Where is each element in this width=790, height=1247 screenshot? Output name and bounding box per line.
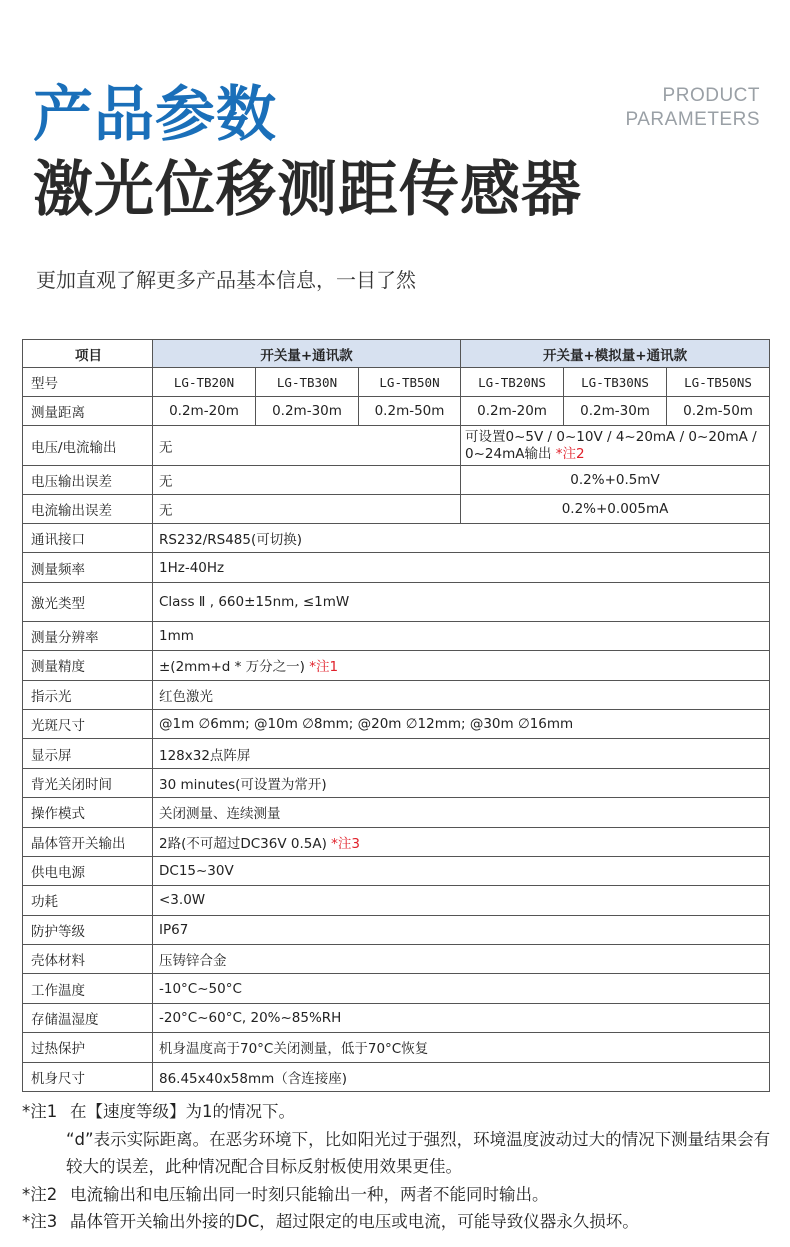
table-row — [23, 886, 770, 915]
row-label: 机身尺寸 — [23, 1062, 153, 1091]
row-value — [153, 553, 770, 582]
row-label: 测量分辨率 — [23, 621, 153, 650]
model-cell: LG-TB50N — [359, 368, 461, 397]
english-title — [625, 84, 760, 132]
row-label: 电流输出误差 — [23, 495, 153, 524]
product-name: 激光位移测距传感器 — [33, 155, 582, 225]
row-value-text: 1mm — [159, 627, 194, 644]
row-value — [153, 621, 770, 650]
row-value — [153, 827, 770, 856]
footnotes — [22, 1098, 772, 1236]
english-title-line-2: PARAMETERS — [625, 109, 760, 130]
row-value: 无 — [153, 426, 461, 466]
row-value-text: 1Hz-40Hz — [159, 559, 225, 576]
row-label: 显示屏 — [23, 739, 153, 768]
table-row — [23, 466, 770, 495]
row-value-text: Class Ⅱ , 660±15nm, ≤1mW — [159, 593, 350, 610]
footnote-text: 在【速度等级】为1的情况下。 — [70, 1102, 295, 1121]
spec-table — [22, 339, 770, 1092]
row-label: 防护等级 — [23, 915, 153, 944]
footnote-1-detail — [22, 1126, 772, 1181]
row-value — [153, 886, 770, 915]
row-label: 晶体管开关输出 — [23, 827, 153, 856]
table-row — [23, 915, 770, 944]
row-value-text: 机身温度高于70°C关闭测量，低于70°C恢复 — [159, 1041, 429, 1058]
footnote-key: *注2 — [22, 1184, 58, 1204]
row-value — [153, 768, 770, 797]
table-row — [23, 1003, 770, 1032]
footnote-2 — [22, 1181, 772, 1209]
row-value — [153, 915, 770, 944]
table-row — [23, 1033, 770, 1062]
footnote-text: 晶体管开关输出外接的DC，超过限定的电压或电流，可能导致仪器永久损坏。 — [70, 1212, 639, 1231]
table-row — [23, 974, 770, 1003]
row-value — [153, 945, 770, 974]
row-value-text: 压铸锌合金 — [159, 953, 227, 970]
table-row — [23, 621, 770, 650]
range-cell: 0.2m-20m — [153, 397, 256, 426]
range-cell: 0.2m-30m — [564, 397, 667, 426]
row-value-text: 86.45x40x58mm（含连接座) — [159, 1070, 348, 1087]
row-value — [153, 709, 770, 738]
row-value — [153, 524, 770, 553]
model-cell: LG-TB20N — [153, 368, 256, 397]
footnote-key: *注1 — [22, 1102, 58, 1121]
row-label: 壳体材料 — [23, 945, 153, 974]
row-value — [153, 680, 770, 709]
spec-rows — [23, 524, 770, 1092]
row-label: 电压输出误差 — [23, 466, 153, 495]
row-value — [153, 651, 770, 680]
range-cell: 0.2m-50m — [667, 397, 770, 426]
row-value: 无 — [153, 466, 461, 495]
row-value: 0.2%+0.005mA — [461, 495, 770, 524]
row-value-text: 30 minutes(可设置为常开) — [159, 776, 327, 793]
group-header-2: 开关量+模拟量+通讯款 — [461, 340, 770, 368]
table-row — [23, 524, 770, 553]
row-label: 背光关闭时间 — [23, 768, 153, 797]
row-value-text: <3.0W — [159, 892, 206, 909]
row-value-text: 红色激光 — [159, 688, 213, 705]
row-value: 0.2%+0.5mV — [461, 466, 770, 495]
row-value-text: ±(2mm+d * 万分之一) — [159, 659, 305, 676]
range-cell: 0.2m-20m — [461, 397, 564, 426]
item-header: 项目 — [23, 340, 153, 368]
table-row — [23, 768, 770, 797]
model-cell: LG-TB50NS — [667, 368, 770, 397]
row-label: 过热保护 — [23, 1033, 153, 1062]
table-row — [23, 553, 770, 582]
row-value — [153, 856, 770, 885]
row-value-text: 2路(不可超过DC36V 0.5A) — [159, 835, 327, 852]
row-value: 无 — [153, 495, 461, 524]
row-value — [153, 1003, 770, 1032]
row-value — [153, 1062, 770, 1091]
note-ref: *注2 — [555, 445, 585, 462]
page-title: 产品参数 — [33, 80, 277, 150]
row-label: 功耗 — [23, 886, 153, 915]
range-cell: 0.2m-30m — [256, 397, 359, 426]
row-value-text: 128x32点阵屏 — [159, 747, 251, 764]
table-row — [23, 856, 770, 885]
group-header-1: 开关量+通讯款 — [153, 340, 461, 368]
row-value — [153, 1033, 770, 1062]
table-header-row — [23, 340, 770, 368]
table-row — [23, 1062, 770, 1091]
row-label: 电压/电流输出 — [23, 426, 153, 466]
row-value-text: 关闭测量、连续测量 — [159, 806, 281, 823]
row-label: 通讯接口 — [23, 524, 153, 553]
table-row — [23, 397, 770, 426]
range-cell: 0.2m-50m — [359, 397, 461, 426]
table-row — [23, 495, 770, 524]
footnote-key: *注3 — [22, 1212, 58, 1231]
output-options-text: 可设置0~5V / 0~10V / 4~20mA / 0~20mA / 0~24mA输出 — [465, 428, 757, 462]
model-cell: LG-TB20NS — [461, 368, 564, 397]
footnote-text: “d”表示实际距离。在恶劣环境下，比如阳光过于强烈，环境温度波动过大的情况下测量结果会有较大的误差，此种情况配合目标反射板使用效果更佳。 — [66, 1129, 771, 1176]
row-label: 测量距离 — [23, 397, 153, 426]
footnote-1 — [22, 1098, 772, 1126]
table-row — [23, 798, 770, 827]
row-value — [153, 582, 770, 621]
row-value-text: RS232/RS485(可切换) — [159, 532, 303, 549]
row-label: 指示光 — [23, 680, 153, 709]
row-label: 测量精度 — [23, 651, 153, 680]
row-value-text: @1m ∅6mm; @10m ∅8mm; @20m ∅12mm; @30m ∅16mm — [159, 716, 574, 733]
row-value-text: -10°C~50°C — [159, 980, 242, 997]
intro-text: 更加直观了解更多产品基本信息，一目了然 — [36, 268, 416, 292]
table-row — [23, 709, 770, 738]
row-value — [153, 974, 770, 1003]
row-value — [461, 426, 770, 466]
note-ref: *注3 — [331, 835, 360, 852]
table-row — [23, 426, 770, 466]
note-ref: *注1 — [309, 659, 339, 676]
row-value — [153, 798, 770, 827]
table-row — [23, 582, 770, 621]
row-value-text: DC15~30V — [159, 863, 234, 880]
row-label: 工作温度 — [23, 974, 153, 1003]
model-cell: LG-TB30NS — [564, 368, 667, 397]
row-label: 操作模式 — [23, 798, 153, 827]
row-value-text: -20°C~60°C, 20%~85%RH — [159, 1010, 342, 1027]
english-title-line-1: PRODUCT — [662, 85, 760, 106]
row-label: 型号 — [23, 368, 153, 397]
table-row — [23, 945, 770, 974]
row-label: 测量频率 — [23, 553, 153, 582]
footnote-3 — [22, 1208, 772, 1236]
model-cell: LG-TB30N — [256, 368, 359, 397]
table-row — [23, 827, 770, 856]
table-row — [23, 739, 770, 768]
table-row — [23, 368, 770, 397]
row-value-text: IP67 — [159, 921, 189, 938]
footnote-text: 电流输出和电压输出同一时刻只能输出一种，两者不能同时输出。 — [70, 1184, 549, 1204]
row-label: 存储温湿度 — [23, 1003, 153, 1032]
row-label: 激光类型 — [23, 582, 153, 621]
table-row — [23, 651, 770, 680]
row-label: 供电电源 — [23, 856, 153, 885]
table-row — [23, 680, 770, 709]
row-value — [153, 739, 770, 768]
row-label: 光斑尺寸 — [23, 709, 153, 738]
